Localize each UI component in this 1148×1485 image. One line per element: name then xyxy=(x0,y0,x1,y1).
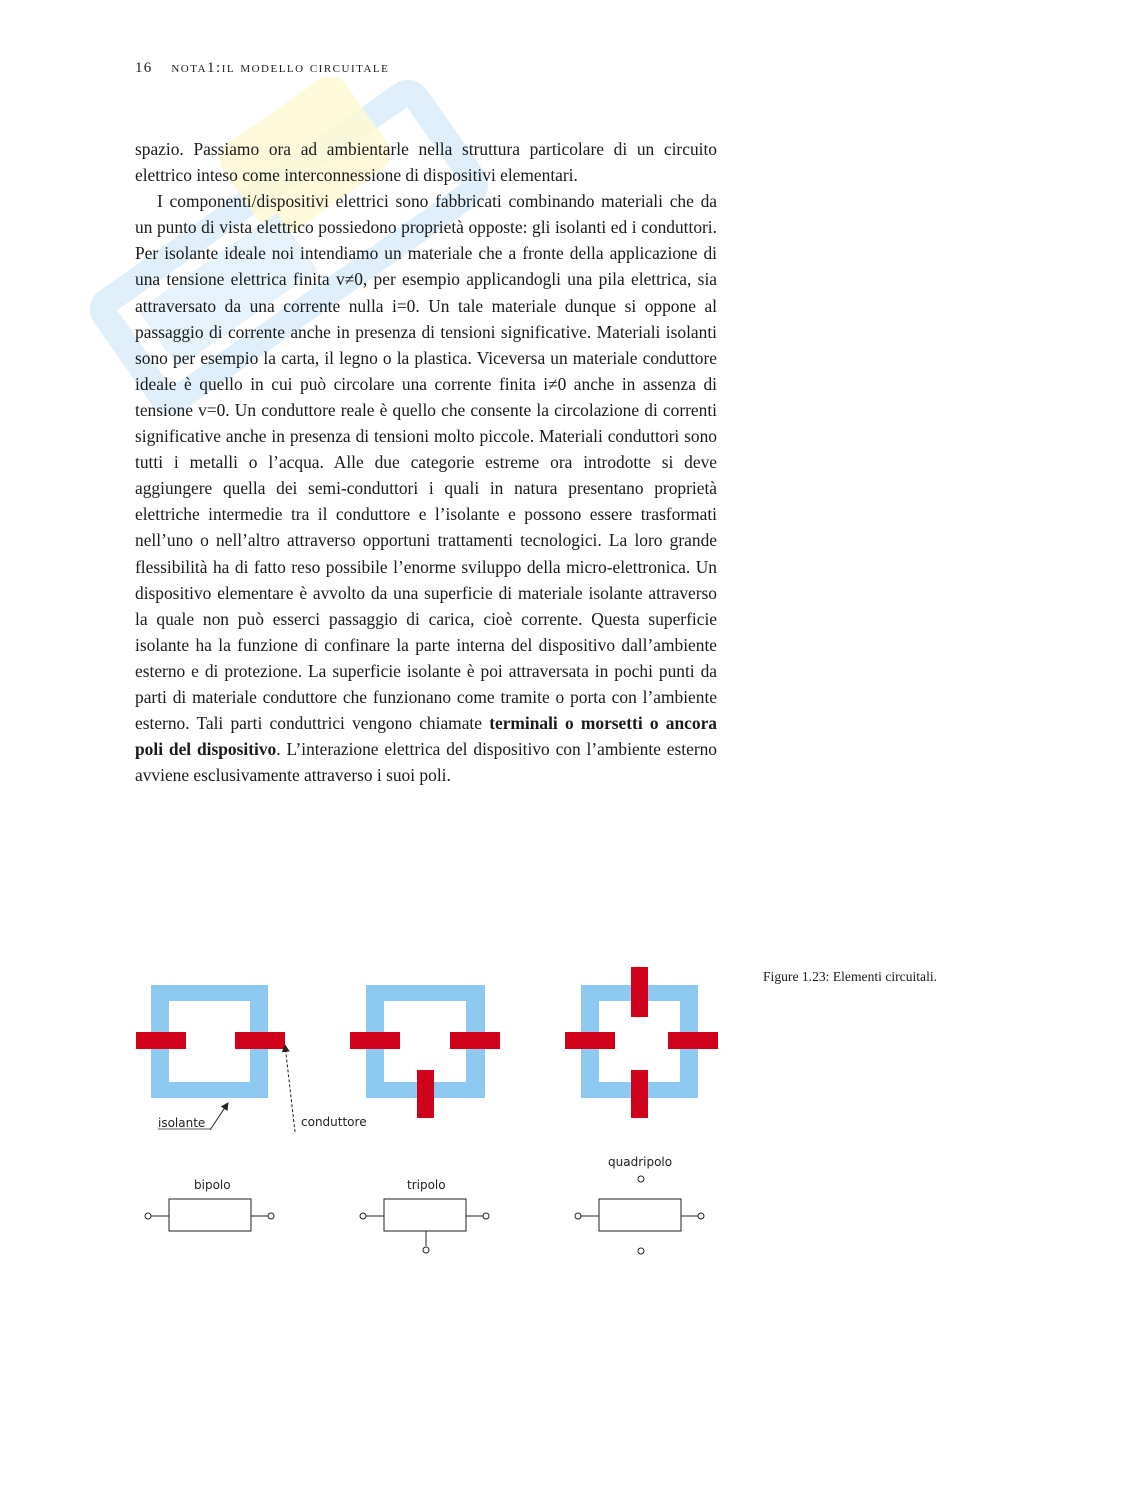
symbol-tripolo xyxy=(360,1178,489,1253)
body-text xyxy=(135,136,717,788)
label-tripolo: tripolo xyxy=(407,1178,446,1192)
symbol-quadripolo xyxy=(575,1155,704,1254)
conductor-left xyxy=(136,1032,186,1049)
conductor-bottom xyxy=(631,1070,648,1118)
paragraph-2-tail: . L’interazione elettrica del dispositivo con l’ambiente esterno avviene esclusivamente attraverso i suoi poli. xyxy=(135,739,717,786)
running-head xyxy=(135,60,389,77)
label-conduttore: conduttore xyxy=(301,1115,367,1129)
page-number: 16 xyxy=(135,60,153,76)
conductor-bottom xyxy=(417,1070,434,1118)
paragraph-2 xyxy=(135,188,717,788)
device-quadripole xyxy=(565,967,718,1118)
conductor-left xyxy=(565,1032,615,1049)
isolante-arrow xyxy=(210,1103,228,1130)
conductor-right xyxy=(235,1032,285,1049)
figure-circuit-elements xyxy=(130,960,730,1270)
conductor-right xyxy=(450,1032,500,1049)
conductor-top xyxy=(631,967,648,1017)
device-bipole xyxy=(136,985,285,1098)
paragraph-2-text: I componenti/dispositivi elettrici sono fabbricati combinando materiali che da un punto di vista elettrico possiedono proprietà opposte: gli isolanti ed i conduttori. Per isolante ideale noi intendiamo un materiale che a fronte della applicazione di una tensione elettrica finita v≠0, per esempio applicandogli una pila elettrica, sia attraversato da una corrente nulla i=0. Un tale materiale dunque si oppone al passaggio di corrente anche in presenza di tensioni significative. Materiali isolanti sono per esempio la carta, il legno o la plastica. Viceversa un materiale conduttore ideale è quello in cui può circolare una corrente finita i≠0 anche in assenza di tensione v=0. Un conduttore reale è quello che consente la circolazione di correnti significative anche in presenza di tensioni molto piccole. Materiali conduttori sono tutti i metalli o l’acqua. Alle due categorie estreme ora introdotte si deve aggiungere quella dei semi-conduttori i quali in natura presentano proprietà elettriche intermedie tra il conduttore e l’isolante e possono essere trasformati nell’uno o nell’altro attraverso opportuni trattamenti tecnologici. La loro grande flessibilità ha di fatto reso possibile l’enorme sviluppo della micro-elettronica. Un dispositivo elementare è avvolto da una superficie di materiale isolante attraverso la quale non può esserci passaggio di carica, cioè corrente. Questa superficie isolante ha la funzione di confinare la parte interna del dispositivo dall’ambiente esterno e di protezione. La superficie isolante è poi attraversata in pochi punti da parti di materiale conduttore che funzionano come tramite o porta con l’ambiente esterno. Tali parti conduttrici vengono chiamate xyxy=(135,191,717,734)
figure-caption: Figure 1.23: Elementi circuitali. xyxy=(763,969,938,984)
label-isolante: isolante xyxy=(158,1116,206,1130)
label-quadripolo: quadripolo xyxy=(608,1155,673,1169)
device-tripole xyxy=(350,985,500,1118)
conductor-right xyxy=(668,1032,718,1049)
label-bipolo: bipolo xyxy=(194,1178,231,1192)
conductor-left xyxy=(350,1032,400,1049)
symbol-bipolo xyxy=(145,1178,274,1231)
bold-terminals: terminali o morsetti o ancora poli del dispositivo xyxy=(135,713,717,760)
conduttore-arrow xyxy=(285,1045,295,1132)
paragraph-1: spazio. Passiamo ora ad ambientarle nella struttura particolare di un circuito elettrico inteso come interconnessione di dispositivi elementari. xyxy=(135,139,717,186)
chapter-title: nota1:il modello circuitale xyxy=(171,60,390,76)
